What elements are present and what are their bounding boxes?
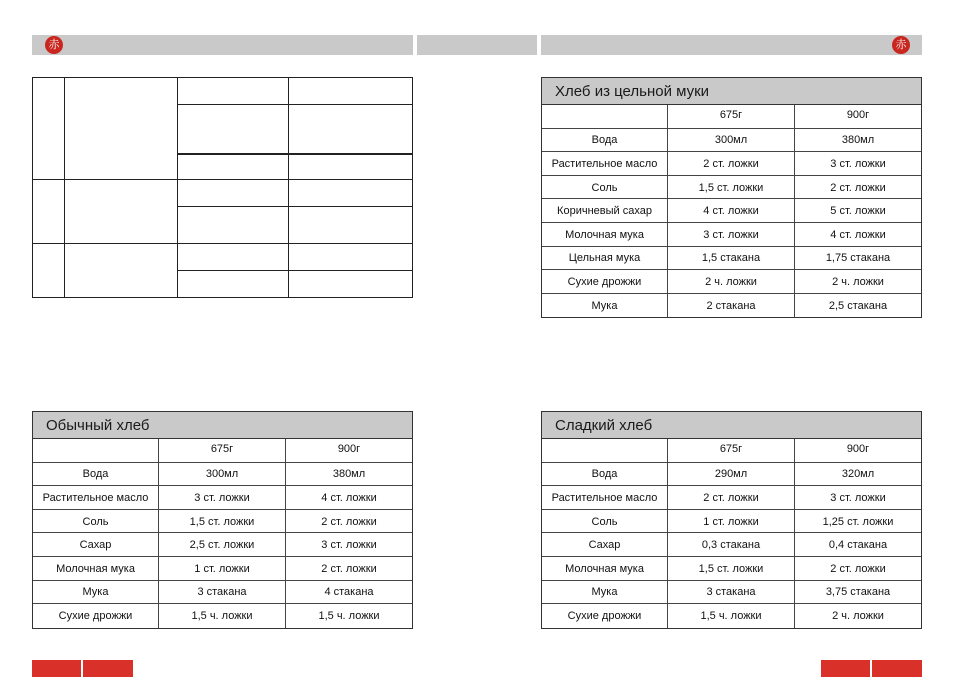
recipe-header-row xyxy=(542,439,921,463)
ingredient-amount: 4 ст. ложки xyxy=(830,228,886,241)
ingredient-amount: 4 ст. ложки xyxy=(321,491,377,504)
table-row xyxy=(542,223,921,247)
footer-divider-left xyxy=(81,660,83,677)
table-row xyxy=(33,604,412,628)
ingredient-name: Вода xyxy=(33,463,159,486)
ingredient-name: Соль xyxy=(33,510,159,533)
ingredient-amount: 2,5 стакана xyxy=(828,300,888,313)
ingredient-amount: 290мл xyxy=(668,463,795,486)
table-row xyxy=(542,176,921,200)
recipe-table-wholegrain-bread xyxy=(541,77,922,318)
table-row xyxy=(33,557,412,581)
column-header-weight: 675г xyxy=(668,105,795,128)
ingredient-amount: 4 стакана xyxy=(324,586,374,599)
ingredient-name: Мука xyxy=(542,294,668,318)
ingredient-amount: 2 ст. ложки xyxy=(830,562,886,575)
ingredient-amount: 380мл xyxy=(841,134,875,147)
column-header-ingredient xyxy=(542,105,668,128)
ingredient-name: Растительное масло xyxy=(542,152,668,175)
ingredient-amount: 2 ст. ложки xyxy=(668,486,795,509)
ingredient-name: Мука xyxy=(33,581,159,604)
table-row xyxy=(33,533,412,557)
ingredient-amount: 1,75 стакана xyxy=(825,252,891,265)
recipe-title: Обычный хлеб xyxy=(33,412,412,439)
ingredient-amount: 1,5 стакана xyxy=(668,247,795,270)
ingredient-amount: 300мл xyxy=(159,463,286,486)
ingredient-amount: 1,5 ч. ложки xyxy=(668,604,795,628)
table-row xyxy=(542,510,921,534)
table-row xyxy=(542,294,921,318)
ingredient-amount: 1,25 ст. ложки xyxy=(822,515,894,528)
table-row xyxy=(33,486,412,510)
ingredient-name: Вода xyxy=(542,463,668,486)
table-row xyxy=(542,604,921,628)
ingredient-amount: 2,5 ст. ложки xyxy=(159,533,286,556)
table-row xyxy=(542,152,921,176)
ingredient-name: Молочная мука xyxy=(33,557,159,580)
ingredient-amount: 3 ст. ложки xyxy=(159,486,286,509)
ingredient-name: Соль xyxy=(542,510,668,533)
ingredient-name: Молочная мука xyxy=(542,557,668,580)
table-row xyxy=(542,270,921,294)
ingredient-amount: 3 ст. ложки xyxy=(321,539,377,552)
ingredient-amount: 3 стакана xyxy=(668,581,795,604)
table-row xyxy=(33,510,412,534)
ingredient-amount: 1,5 ст. ложки xyxy=(159,510,286,533)
recipe-title: Хлеб из цельной муки xyxy=(542,78,921,105)
recipe-header-row xyxy=(542,105,921,129)
table-row xyxy=(33,581,412,605)
table-row xyxy=(542,199,921,223)
recipe-header-row xyxy=(33,439,412,463)
column-header-ingredient xyxy=(542,439,668,462)
ingredient-amount: 300мл xyxy=(668,129,795,152)
column-header-ingredient xyxy=(33,439,159,462)
ingredient-amount: 3 ст. ложки xyxy=(668,223,795,246)
ingredient-amount: 1 ст. ложки xyxy=(159,557,286,580)
ingredient-amount: 1 ст. ложки xyxy=(668,510,795,533)
ingredient-amount: 3,75 стакана xyxy=(825,586,891,599)
ingredient-name: Молочная мука xyxy=(542,223,668,246)
header-bar-right xyxy=(541,35,922,55)
column-header-weight: 675г xyxy=(668,439,795,462)
recipe-table-plain-bread xyxy=(32,411,413,629)
ingredient-name: Цельная мука xyxy=(542,247,668,270)
ingredient-amount: 320мл xyxy=(841,468,875,481)
table-row xyxy=(542,581,921,605)
table-row xyxy=(542,486,921,510)
ingredient-amount: 380мл xyxy=(332,468,366,481)
ingredient-amount: 3 стакана xyxy=(159,581,286,604)
header-bar-left xyxy=(32,35,413,55)
ingredient-amount: 1,5 ст. ложки xyxy=(668,176,795,199)
ingredient-name: Соль xyxy=(542,176,668,199)
ingredient-name: Сухие дрожжи xyxy=(542,270,668,293)
ingredient-name: Коричневый сахар xyxy=(542,199,668,222)
ingredient-name: Растительное масло xyxy=(33,486,159,509)
ingredient-amount: 4 ст. ложки xyxy=(668,199,795,222)
ingredient-name: Сухие дрожжи xyxy=(33,604,159,628)
table-row xyxy=(542,247,921,271)
ingredient-amount: 1,5 ч. ложки xyxy=(318,610,380,623)
ingredient-amount: 2 ч. ложки xyxy=(668,270,795,293)
ingredient-name: Сухие дрожжи xyxy=(542,604,668,628)
ingredient-amount: 2 ст. ложки xyxy=(830,181,886,194)
ingredient-amount: 2 ч. ложки xyxy=(832,275,884,288)
recipe-table-sweet-bread xyxy=(541,411,922,629)
ingredient-amount: 2 ст. ложки xyxy=(321,515,377,528)
brand-logo-left: 赤 xyxy=(45,36,63,54)
column-header-weight: 900г xyxy=(337,443,361,455)
ingredient-amount: 0,4 стакана xyxy=(828,539,888,552)
column-header-weight: 675г xyxy=(159,439,286,462)
empty-grid-table xyxy=(32,77,413,298)
ingredient-name: Сахар xyxy=(33,533,159,556)
ingredient-amount: 2 ч. ложки xyxy=(832,610,884,623)
ingredient-amount: 3 ст. ложки xyxy=(830,157,886,170)
ingredient-amount: 2 ст. ложки xyxy=(321,562,377,575)
ingredient-amount: 2 стакана xyxy=(668,294,795,318)
table-row xyxy=(542,463,921,487)
table-row xyxy=(33,463,412,487)
table-row xyxy=(542,533,921,557)
table-row xyxy=(542,129,921,153)
recipe-title: Сладкий хлеб xyxy=(542,412,921,439)
ingredient-amount: 1,5 ч. ложки xyxy=(159,604,286,628)
column-header-weight: 900г xyxy=(846,109,870,121)
column-header-weight: 900г xyxy=(846,443,870,455)
table-row xyxy=(542,557,921,581)
ingredient-name: Растительное масло xyxy=(542,486,668,509)
ingredient-amount: 0,3 стакана xyxy=(668,533,795,556)
ingredient-name: Вода xyxy=(542,129,668,152)
footer-divider-right xyxy=(870,660,872,677)
ingredient-amount: 3 ст. ложки xyxy=(830,491,886,504)
brand-logo-right: 赤 xyxy=(892,36,910,54)
ingredient-amount: 2 ст. ложки xyxy=(668,152,795,175)
ingredient-name: Сахар xyxy=(542,533,668,556)
ingredient-amount: 1,5 ст. ложки xyxy=(668,557,795,580)
ingredient-name: Мука xyxy=(542,581,668,604)
ingredient-amount: 5 ст. ложки xyxy=(830,205,886,218)
header-bar-middle xyxy=(417,35,537,55)
